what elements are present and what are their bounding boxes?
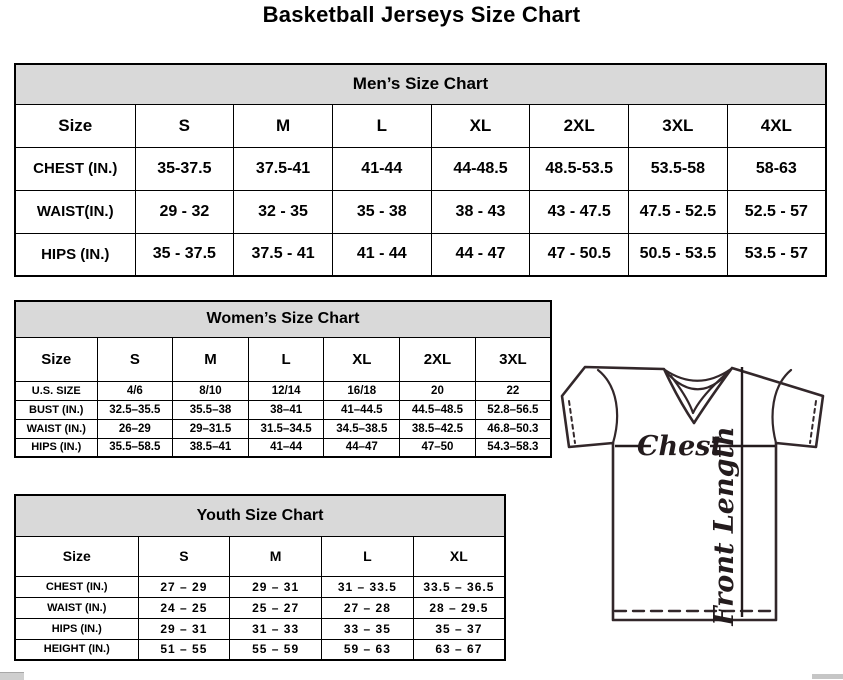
youth-size-table — [14, 494, 506, 661]
value-cell: 35-37.5 — [135, 147, 234, 190]
value-cell: 29 – 31 — [138, 618, 230, 639]
value-cell: 29 - 32 — [135, 190, 234, 233]
mens-size-table — [14, 63, 827, 277]
row-label: CHEST (IN.) — [15, 576, 138, 597]
table-title-row — [15, 301, 551, 337]
table-title: Women’s Size Chart — [15, 301, 551, 337]
row-label: BUST (IN.) — [15, 400, 97, 419]
column-header: 3XL — [629, 104, 728, 147]
value-cell: 37.5 - 41 — [234, 233, 333, 276]
value-cell: 12/14 — [248, 381, 324, 400]
value-cell: 41-44 — [332, 147, 431, 190]
column-header: L — [248, 337, 324, 381]
value-cell: 33.5 – 36.5 — [413, 576, 505, 597]
table-row — [15, 438, 551, 457]
front-length-label: Front Length — [709, 426, 740, 626]
column-header: M — [234, 104, 333, 147]
column-header: S — [138, 536, 230, 576]
value-cell: 32 - 35 — [234, 190, 333, 233]
value-cell: 8/10 — [173, 381, 249, 400]
column-header: 4XL — [727, 104, 826, 147]
value-cell: 51 – 55 — [138, 639, 230, 660]
column-header: S — [135, 104, 234, 147]
column-header: Size — [15, 104, 135, 147]
row-label: WAIST(IN.) — [15, 190, 135, 233]
value-cell: 44-48.5 — [431, 147, 530, 190]
value-cell: 25 – 27 — [230, 597, 322, 618]
value-cell: 53.5 - 57 — [727, 233, 826, 276]
column-header-row — [15, 536, 505, 576]
value-cell: 32.5–35.5 — [97, 400, 173, 419]
value-cell: 38.5–42.5 — [400, 419, 476, 438]
value-cell: 47–50 — [400, 438, 476, 457]
value-cell: 16/18 — [324, 381, 400, 400]
column-header: 2XL — [530, 104, 629, 147]
column-header: L — [332, 104, 431, 147]
row-label: WAIST (IN.) — [15, 597, 138, 618]
value-cell: 47.5 - 52.5 — [629, 190, 728, 233]
value-cell: 48.5-53.5 — [530, 147, 629, 190]
value-cell: 26–29 — [97, 419, 173, 438]
table-row — [15, 639, 505, 660]
value-cell: 34.5–38.5 — [324, 419, 400, 438]
value-cell: 50.5 - 53.5 — [629, 233, 728, 276]
value-cell: 59 – 63 — [322, 639, 414, 660]
value-cell: 52.8–56.5 — [475, 400, 551, 419]
value-cell: 38.5–41 — [173, 438, 249, 457]
value-cell: 41–44.5 — [324, 400, 400, 419]
table-row — [15, 147, 826, 190]
value-cell: 46.8–50.3 — [475, 419, 551, 438]
value-cell: 44.5–48.5 — [400, 400, 476, 419]
table-row — [15, 400, 551, 419]
column-header: M — [173, 337, 249, 381]
value-cell: 31 – 33 — [230, 618, 322, 639]
column-header: 2XL — [400, 337, 476, 381]
row-label: U.S. SIZE — [15, 381, 97, 400]
column-header: 3XL — [475, 337, 551, 381]
value-cell: 33 – 35 — [322, 618, 414, 639]
value-cell: 44–47 — [324, 438, 400, 457]
column-header: XL — [413, 536, 505, 576]
row-label: HEIGHT (IN.) — [15, 639, 138, 660]
value-cell: 31 – 33.5 — [322, 576, 414, 597]
value-cell: 58-63 — [727, 147, 826, 190]
row-label: HIPS (IN.) — [15, 618, 138, 639]
value-cell: 29–31.5 — [173, 419, 249, 438]
value-cell: 35 – 37 — [413, 618, 505, 639]
value-cell: 37.5-41 — [234, 147, 333, 190]
column-header: Size — [15, 337, 97, 381]
column-header-row — [15, 337, 551, 381]
value-cell: 28 – 29.5 — [413, 597, 505, 618]
table-row — [15, 618, 505, 639]
value-cell: 35 - 38 — [332, 190, 431, 233]
value-cell: 22 — [475, 381, 551, 400]
womens-size-table — [14, 300, 552, 458]
column-header: Size — [15, 536, 138, 576]
value-cell: 38–41 — [248, 400, 324, 419]
value-cell: 27 – 28 — [322, 597, 414, 618]
column-header: L — [322, 536, 414, 576]
value-cell: 43 - 47.5 — [530, 190, 629, 233]
page-title: Basketball Jerseys Size Chart — [262, 2, 581, 27]
table-row — [15, 233, 826, 276]
value-cell: 20 — [400, 381, 476, 400]
table-row — [15, 597, 505, 618]
column-header: XL — [324, 337, 400, 381]
row-label: HIPS (IN.) — [15, 438, 97, 457]
row-label: WAIST (IN.) — [15, 419, 97, 438]
column-header-row — [15, 104, 826, 147]
value-cell: 35 - 37.5 — [135, 233, 234, 276]
value-cell: 47 - 50.5 — [530, 233, 629, 276]
table-title-row — [15, 64, 826, 104]
row-label: CHEST (IN.) — [15, 147, 135, 190]
value-cell: 35.5–38 — [173, 400, 249, 419]
value-cell: 53.5-58 — [629, 147, 728, 190]
column-header: S — [97, 337, 173, 381]
value-cell: 35.5–58.5 — [97, 438, 173, 457]
row-label: HIPS (IN.) — [15, 233, 135, 276]
value-cell: 38 - 43 — [431, 190, 530, 233]
value-cell: 24 – 25 — [138, 597, 230, 618]
jersey-measurement-diagram — [558, 360, 833, 635]
column-header: XL — [431, 104, 530, 147]
value-cell: 63 – 67 — [413, 639, 505, 660]
chest-label: Chest — [637, 431, 723, 462]
table-title: Men’s Size Chart — [15, 64, 826, 104]
value-cell: 41 - 44 — [332, 233, 431, 276]
table-title-row — [15, 495, 505, 536]
table-title: Youth Size Chart — [15, 495, 505, 536]
table-row — [15, 190, 826, 233]
bottom-right-edge-fragment — [812, 674, 843, 679]
value-cell: 29 – 31 — [230, 576, 322, 597]
value-cell: 4/6 — [97, 381, 173, 400]
jersey-outline — [562, 367, 823, 620]
table-row — [15, 381, 551, 400]
value-cell: 52.5 - 57 — [727, 190, 826, 233]
value-cell: 41–44 — [248, 438, 324, 457]
table-row — [15, 419, 551, 438]
value-cell: 44 - 47 — [431, 233, 530, 276]
column-header: M — [230, 536, 322, 576]
value-cell: 31.5–34.5 — [248, 419, 324, 438]
value-cell: 55 – 59 — [230, 639, 322, 660]
value-cell: 27 – 29 — [138, 576, 230, 597]
value-cell: 54.3–58.3 — [475, 438, 551, 457]
table-row — [15, 576, 505, 597]
